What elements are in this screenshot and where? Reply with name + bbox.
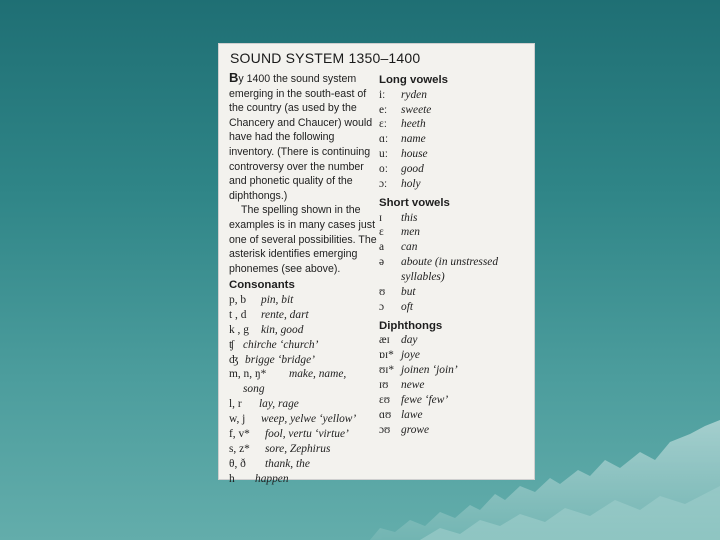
- diphthong-symbol: æɪ: [379, 334, 390, 347]
- short-vowel-entry: [379, 285, 529, 300]
- page-title: SOUND SYSTEM 1350–1400: [230, 50, 421, 66]
- consonant-entry: [229, 442, 377, 457]
- consonant-symbol: k , g: [229, 323, 249, 336]
- vowel-symbol: ɪ: [379, 211, 383, 224]
- long-vowel-entry: [379, 88, 529, 103]
- diphthong-entry: [379, 348, 529, 363]
- vowel-example: good: [401, 163, 424, 176]
- vowel-symbol: eː: [379, 103, 388, 116]
- diphthong-symbol: ɑʊ: [379, 409, 392, 421]
- long-vowel-entry: [379, 177, 529, 192]
- short-vowels-section: [379, 196, 529, 315]
- diphthongs-section: [379, 319, 529, 438]
- vowel-example: can: [401, 241, 418, 254]
- consonant-example: rente, dart: [261, 308, 309, 321]
- consonant-symbol: m, n, ŋ*: [229, 368, 267, 381]
- consonant-entry: [229, 412, 377, 427]
- intro-paragraph-2: The spelling shown in the examples is in many cases just one of several possibilities. The asterisk identifies emerging phonemes (see above).: [229, 204, 377, 275]
- consonant-symbol: t , d: [229, 308, 247, 321]
- consonant-symbol: ʧ: [229, 338, 235, 351]
- diphthong-entry: [379, 408, 529, 423]
- vowel-symbol: ɑː: [379, 133, 389, 146]
- consonant-entry: [229, 382, 377, 397]
- diphthong-symbol: ɒɪ*: [379, 349, 394, 362]
- intro-text: [229, 71, 377, 276]
- diphthong-entry: [379, 333, 529, 348]
- vowel-symbol: uː: [379, 148, 388, 161]
- consonant-symbol: l, r: [229, 398, 242, 411]
- consonant-entry: [229, 472, 377, 487]
- intro-paragraph-1-text: y 1400 the sound system emerging in the south-east of the country (as used by the Chancery and Chaucer) would have had the following inventory. (There is continuing controversy over the number and phonetic quality of the diphthongs.): [229, 73, 373, 202]
- diphthong-example: joye: [401, 349, 420, 362]
- consonant-example: brigge ‘bridge’: [245, 353, 315, 366]
- vowel-symbol: a: [379, 241, 385, 254]
- vowel-symbol: iː: [379, 88, 386, 101]
- vowel-example: ryden: [401, 88, 427, 101]
- consonant-symbol: s, z*: [229, 442, 250, 455]
- diphthong-symbol: ɪʊ: [379, 379, 389, 392]
- consonant-example: thank, the: [265, 457, 310, 470]
- consonant-entry: [229, 457, 377, 472]
- diphthong-symbol: ɛʊ: [379, 394, 391, 407]
- diphthong-example: lawe: [401, 409, 423, 421]
- vowel-symbol: oː: [379, 163, 388, 176]
- vowel-example: men: [401, 226, 420, 239]
- vowel-symbol: ɔː: [379, 178, 388, 191]
- diphthongs-heading: Diphthongs: [379, 319, 443, 332]
- short-vowel-entry: [379, 270, 529, 285]
- consonant-entry: [229, 338, 377, 353]
- diphthong-entry: [379, 363, 529, 378]
- long-vowels-heading: Long vowels: [379, 74, 448, 86]
- consonant-symbol: ʤ: [229, 353, 239, 366]
- consonant-entry: [229, 427, 377, 442]
- consonants-list: [229, 293, 377, 487]
- consonant-entry: [229, 353, 377, 368]
- long-vowel-entry: [379, 162, 529, 177]
- long-vowel-entry: [379, 103, 529, 118]
- right-column: [379, 71, 529, 438]
- consonant-symbol: w, j: [229, 413, 246, 426]
- long-vowel-entry: [379, 132, 529, 147]
- consonant-entry: [229, 293, 377, 308]
- consonant-symbol: h: [229, 472, 235, 485]
- short-vowel-entry: [379, 225, 529, 240]
- consonant-example: chirche ‘church’: [243, 338, 319, 351]
- long-vowel-entry: [379, 147, 529, 162]
- diphthong-example: newe: [401, 379, 425, 392]
- consonant-symbol: p, b: [229, 293, 247, 306]
- diphthong-example: growe: [401, 423, 430, 436]
- vowel-note: syllables): [401, 271, 445, 284]
- diphthong-entry: [379, 378, 529, 393]
- consonant-symbol: θ, ð: [229, 457, 246, 470]
- vowel-example: house: [401, 148, 428, 161]
- consonant-example: fool, vertu ‘virtue’: [265, 428, 349, 441]
- consonant-example: pin, bit: [261, 293, 294, 306]
- consonant-entry: [229, 308, 377, 323]
- vowel-example: holy: [401, 178, 421, 191]
- drop-cap: B: [229, 70, 239, 85]
- vowel-symbol: ɛ: [379, 226, 384, 239]
- vowel-example: but: [401, 286, 416, 299]
- vowel-symbol: [379, 270, 401, 285]
- consonant-example: kin, good: [261, 323, 304, 336]
- diphthong-entry: [379, 393, 529, 408]
- vowel-symbol: ə: [379, 256, 385, 269]
- diphthong-symbol: ʊɪ*: [379, 364, 395, 377]
- consonants-heading: Consonants: [229, 279, 295, 292]
- short-vowel-entry: [379, 300, 529, 315]
- vowel-example: this: [401, 211, 418, 224]
- vowel-example: oft: [401, 300, 414, 313]
- consonant-example: weep, yelwe ‘yellow’: [261, 413, 357, 426]
- diphthong-example: fewe ‘few’: [401, 394, 449, 407]
- consonant-entry: [229, 367, 377, 382]
- vowel-symbol: ɔ: [379, 300, 385, 313]
- left-column: [229, 71, 377, 487]
- vowel-example: name: [401, 133, 426, 146]
- long-vowel-entry: [379, 117, 529, 132]
- consonant-example: lay, rage: [259, 398, 299, 411]
- consonant-example: song: [243, 383, 265, 396]
- short-vowels-heading: Short vowels: [379, 196, 450, 209]
- intro-paragraph-1: [229, 71, 377, 203]
- textbook-page: [218, 43, 535, 485]
- consonant-entry: [229, 397, 377, 412]
- consonant-example: sore, Zephirus: [265, 442, 331, 455]
- consonant-symbol: f, v*: [229, 428, 250, 441]
- vowel-symbol: ɛː: [379, 118, 387, 131]
- consonant-entry: [229, 323, 377, 338]
- diphthong-example: day: [401, 334, 418, 347]
- short-vowel-entry: [379, 211, 529, 226]
- vowel-example: aboute: [401, 256, 433, 269]
- consonant-symbol: [229, 382, 243, 397]
- vowel-example: sweete: [401, 103, 432, 116]
- diphthong-entry: [379, 423, 529, 438]
- short-vowel-entry: [379, 255, 529, 270]
- vowel-example: heeth: [401, 118, 426, 131]
- vowel-symbol: ʊ: [379, 286, 386, 299]
- consonant-example: happen: [255, 472, 289, 485]
- diphthong-example: joinen ‘join’: [401, 364, 458, 377]
- long-vowels-section: [379, 73, 529, 192]
- consonant-example: make, name,: [289, 368, 347, 381]
- diphthong-symbol: ɔʊ: [379, 423, 391, 436]
- short-vowel-entry: [379, 240, 529, 255]
- vowel-note: (in unstressed: [434, 256, 499, 269]
